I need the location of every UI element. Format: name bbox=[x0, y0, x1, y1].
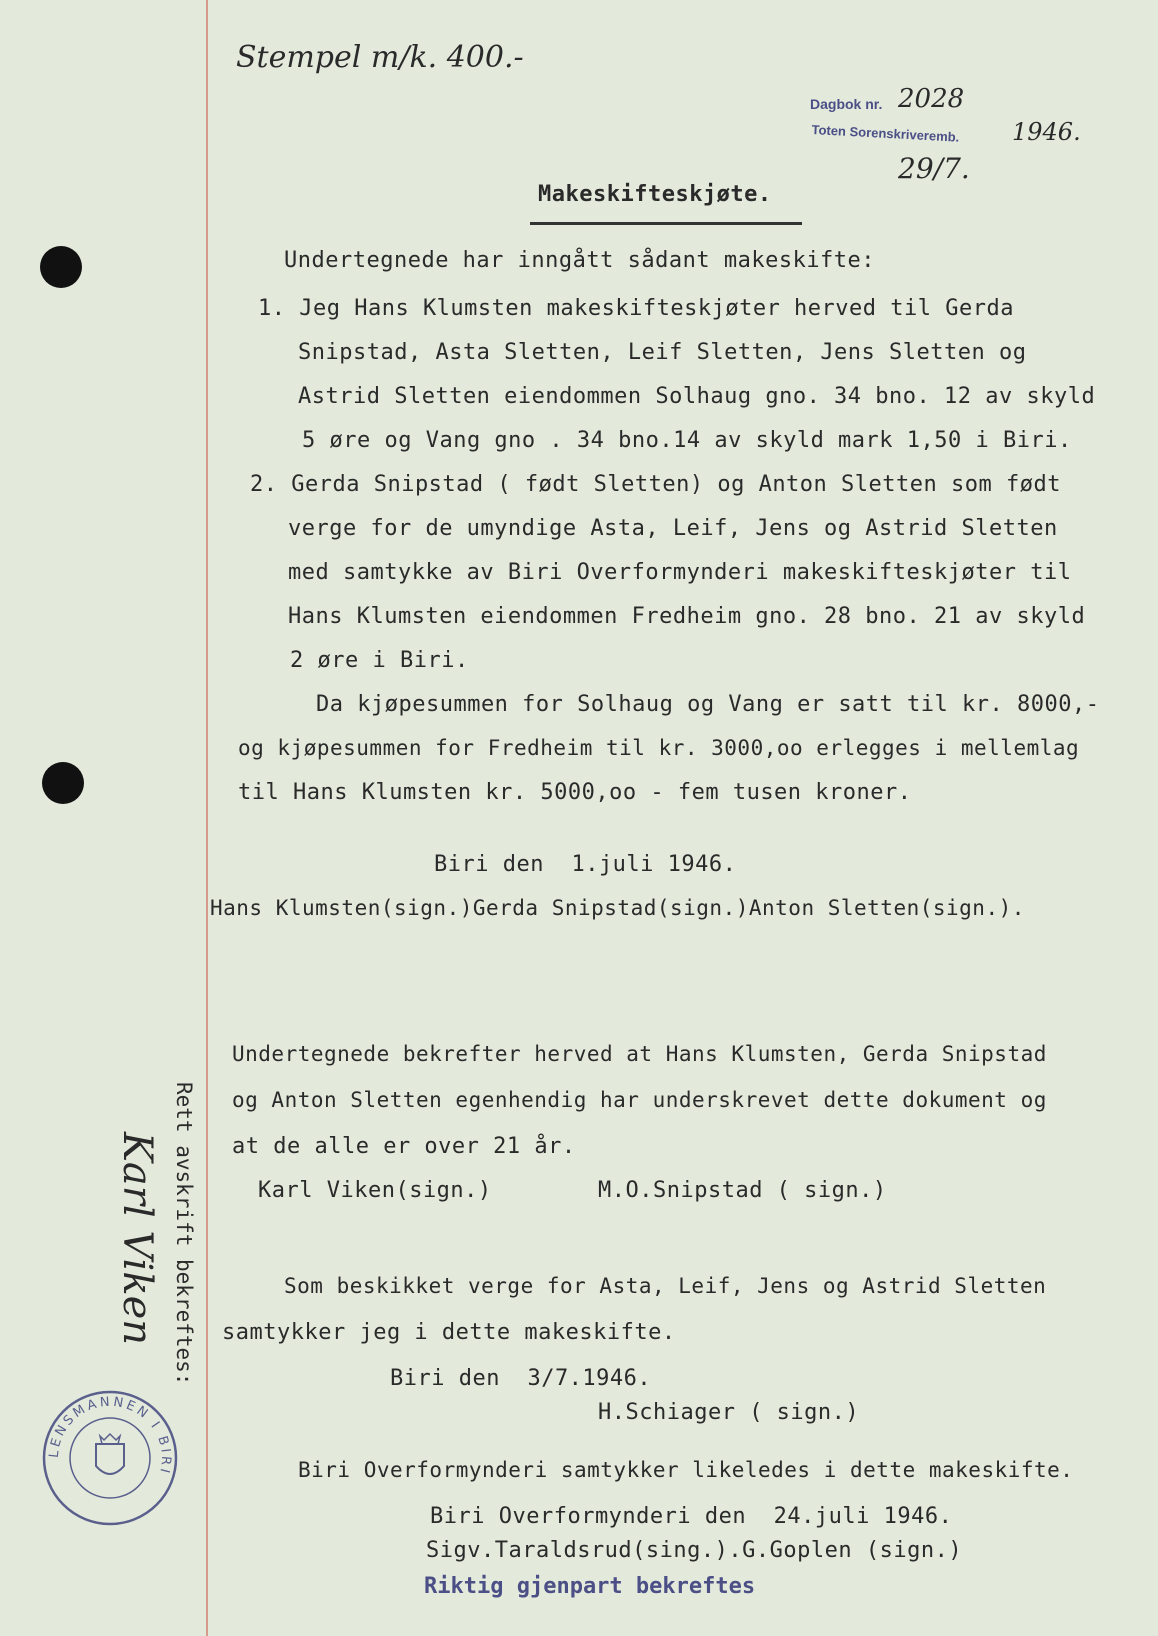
item2-line: 2 øre i Biri. bbox=[290, 648, 469, 673]
item2-line: 2. Gerda Snipstad ( født Sletten) og Anton Sletten som født bbox=[250, 472, 1061, 497]
seal-text: LENSMANNEN I BIRI bbox=[46, 1394, 174, 1478]
price-line: Da kjøpesummen for Solhaug og Vang er satt til kr. 8000,- bbox=[316, 692, 1100, 717]
confirmation-line: Undertegnede bekrefter herved at Hans Klumsten, Gerda Snipstad bbox=[232, 1042, 1047, 1066]
overformynderi-signature: Sigv.Taraldsrud(sing.).G.Goplen (sign.) bbox=[426, 1538, 963, 1563]
item1-line: Astrid Sletten eiendommen Solhaug gno. 34 bno. 12 av skyld bbox=[298, 384, 1096, 409]
registry-stamp-label: Dagbok nr. bbox=[810, 96, 883, 112]
price-line: og kjøpesummen for Fredheim til kr. 3000,oo erlegges i mellemlag bbox=[238, 736, 1080, 760]
item1-line: 5 øre og Vang gno . 34 bno.14 av skyld mark 1,50 i Biri. bbox=[302, 428, 1072, 453]
copy-verified-stamp: Riktig gjenpart bekreftes bbox=[424, 1574, 756, 1599]
registry-year: 1946. bbox=[1012, 118, 1081, 146]
item2-line: Hans Klumsten eiendommen Fredheim gno. 28 bno. 21 av skyld bbox=[288, 604, 1086, 629]
price-line: til Hans Klumsten kr. 5000,oo - fem tusen kroner. bbox=[238, 780, 912, 805]
guardian-line: samtykker jeg i dette makeskifte. bbox=[222, 1320, 676, 1345]
intro-line: Undertegnede har inngått sådant makeskifte: bbox=[284, 248, 876, 273]
registry-date: 29/7. bbox=[898, 152, 970, 185]
margin-certification: Rett avskrift bekreftes: bbox=[172, 1082, 196, 1386]
item2-line: med samtykke av Biri Overformynderi makeskifteskjøter til bbox=[288, 560, 1072, 585]
guardian-line: Som beskikket verge for Asta, Leif, Jens og Astrid Sletten bbox=[284, 1274, 1047, 1298]
guardian-date: Biri den 3/7.1946. bbox=[390, 1366, 652, 1391]
punch-hole bbox=[40, 246, 82, 288]
witness-signature: Karl Viken(sign.) bbox=[258, 1178, 492, 1203]
overformynderi-line: Biri Overformynderi samtykker likeledes i dette makeskifte. bbox=[298, 1458, 1074, 1482]
margin-line bbox=[206, 0, 208, 1636]
document-title: Makeskifteskjøte. bbox=[538, 182, 772, 207]
place-date: Biri den 1.juli 1946. bbox=[434, 852, 737, 877]
fee-note: Stempel m/k. 400.- bbox=[236, 40, 524, 75]
guardian-signature: H.Schiager ( sign.) bbox=[598, 1400, 860, 1425]
registry-office: Toten Sorenskriveremb. bbox=[811, 122, 960, 145]
official-seal bbox=[40, 1388, 180, 1528]
punch-hole bbox=[42, 762, 84, 804]
item2-line: verge for de umyndige Asta, Leif, Jens og Astrid Sletten bbox=[288, 516, 1058, 541]
witness-signature: M.O.Snipstad ( sign.) bbox=[598, 1178, 887, 1203]
margin-signature: Karl Viken bbox=[114, 1132, 160, 1346]
title-underline bbox=[530, 222, 802, 225]
confirmation-line: at de alle er over 21 år. bbox=[232, 1134, 576, 1159]
svg-text:LENSMANNEN I BIRI bbox=[47, 1395, 173, 1477]
signatures-line: Hans Klumsten(sign.)Gerda Snipstad(sign.)Anton Sletten(sign.). bbox=[210, 896, 1025, 920]
item1-line: 1. Jeg Hans Klumsten makeskifteskjøter herved til Gerda bbox=[258, 296, 1014, 321]
overformynderi-date: Biri Overformynderi den 24.juli 1946. bbox=[430, 1504, 953, 1529]
item1-line: Snipstad, Asta Sletten, Leif Sletten, Jens Sletten og bbox=[298, 340, 1027, 365]
confirmation-line: og Anton Sletten egenhendig har underskrevet dette dokument og bbox=[232, 1088, 1047, 1112]
registry-number: 2028 bbox=[898, 84, 965, 114]
